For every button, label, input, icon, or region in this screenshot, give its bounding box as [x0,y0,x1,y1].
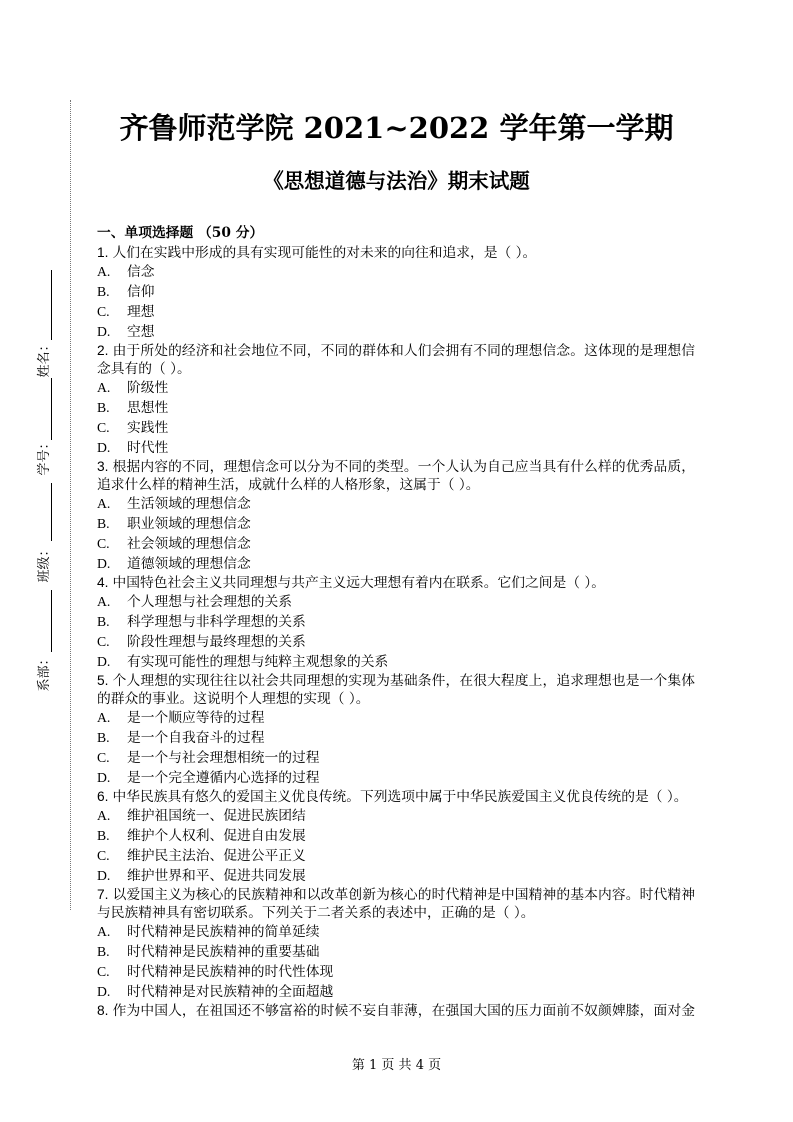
option-text: 信仰 [127,284,155,300]
option-letter: D. [97,440,111,455]
option-text: 阶级性 [127,380,169,396]
option-letter: B. [97,284,110,299]
question-text: 根据内容的不同，理想信念可以分为不同的类型。一个人认为自己应当具有什么样的优秀品质，追求什么样的精神生活，成就什么样的人格形象，这属于（ ）。 [97,459,695,493]
student-id-underline [51,378,52,440]
option-c [97,962,695,982]
question-number: 4. [97,575,109,590]
question-7-stem [97,886,695,922]
option-letter: B. [97,400,110,415]
class-underline [51,483,52,541]
question-1-stem [97,244,695,262]
option-a [97,806,695,826]
option-b [97,826,695,846]
question-number: 2. [97,343,109,358]
option-letter: D. [97,654,111,669]
question-list [97,244,695,1020]
option-text: 是一个完全遵循内心选择的过程 [127,770,320,786]
question-6-stem [97,788,695,806]
option-letter: A. [97,594,111,609]
option-letter: B. [97,516,110,531]
option-b [97,514,695,534]
option-text: 时代精神是对民族精神的全面超越 [127,984,334,1000]
question-2-stem [97,342,695,378]
question-number: 7. [97,887,109,902]
student-id-label: 学号： [37,436,52,476]
option-letter: D. [97,324,111,339]
option-letter: B. [97,944,110,959]
page-footer: 第 1 页 共 4 页 [351,1058,442,1073]
question-3-stem [97,458,695,494]
question-number: 1. [97,245,109,260]
question-text: 中国特色社会主义共同理想与共产主义远大理想有着内在联系。它们之间是（ ）。 [112,575,605,591]
option-text: 理想 [127,304,155,320]
option-text: 时代精神是民族精神的简单延续 [127,924,320,940]
exam-title: 齐鲁师范学院 2021~2022 学年第一学期 [119,111,674,145]
question-text: 以爱国主义为核心的民族精神和以改革创新为核心的时代精神是中国精神的基本内容。时代精神与民族精神具有密切联系。下列关于二者关系的表述中，正确的是（ ）。 [97,887,695,921]
department-underline [51,590,52,652]
option-text: 实践性 [127,420,169,436]
question-text: 由于所处的经济和社会地位不同，不同的群体和人们会拥有不同的理想信念。这体现的是理想信念具有的（ ）。 [97,343,695,377]
option-letter: D. [97,984,111,999]
option-b [97,942,695,962]
question-text: 个人理想的实现往往以社会共同理想的实现为基础条件，在很大程度上，追求理想也是一个集体的群众的事业。这说明个人理想的实现（ ）。 [97,673,695,707]
option-letter: D. [97,770,111,785]
option-d [97,322,695,342]
option-letter: A. [97,710,111,725]
option-letter: C. [97,304,110,319]
option-text: 空想 [127,324,155,340]
option-text: 是一个自我奋斗的过程 [127,730,265,746]
option-text: 维护民主法治、促进公平正义 [127,848,306,864]
question-number: 6. [97,789,109,804]
option-text: 维护世界和平、促进共同发展 [127,868,306,884]
option-text: 有实现可能性的理想与纯粹主观想象的关系 [127,654,389,670]
section-heading: 一、单项选择题 （50 分） [97,225,264,241]
option-letter: B. [97,614,110,629]
option-letter: B. [97,730,110,745]
option-b [97,282,695,302]
class-label: 班级： [37,543,52,583]
question-text: 作为中国人，在祖国还不够富裕的时候不妄自菲薄，在强国大国的压力面前不奴颜婢膝，面对金 [112,1003,695,1019]
option-letter: C. [97,750,110,765]
option-letter: C. [97,848,110,863]
option-a [97,378,695,398]
option-text: 社会领域的理想信念 [127,536,251,552]
option-d [97,866,695,886]
name-underline [51,270,52,340]
question-number: 8. [97,1003,109,1018]
option-letter: C. [97,964,110,979]
option-a [97,592,695,612]
question-number: 3. [97,459,109,474]
option-b [97,612,695,632]
option-d [97,768,695,788]
option-letter: B. [97,828,110,843]
option-text: 思想性 [127,400,169,416]
binding-dotted-line [70,100,71,910]
option-letter: A. [97,924,111,939]
option-d [97,554,695,574]
option-a [97,494,695,514]
option-text: 是一个顺应等待的过程 [127,710,265,726]
question-8-stem [97,1002,695,1020]
option-c [97,748,695,768]
option-c [97,846,695,866]
question-5-stem [97,672,695,708]
exam-subtitle: 《思想道德与法治》期末试题 [263,169,530,193]
option-text: 阶段性理想与最终理想的关系 [127,634,306,650]
question-number: 5. [97,673,109,688]
option-b [97,398,695,418]
option-letter: C. [97,634,110,649]
option-letter: C. [97,536,110,551]
option-d [97,982,695,1002]
option-text: 个人理想与社会理想的关系 [127,594,293,610]
option-text: 时代精神是民族精神的重要基础 [127,944,320,960]
option-letter: C. [97,420,110,435]
option-text: 维护个人权利、促进自由发展 [127,828,306,844]
option-letter: A. [97,264,111,279]
option-letter: A. [97,496,111,511]
option-text: 生活领域的理想信念 [127,496,251,512]
option-text: 时代精神是民族精神的时代性体现 [127,964,334,980]
option-d [97,438,695,458]
option-a [97,262,695,282]
option-text: 职业领域的理想信念 [127,516,251,532]
option-text: 道德领域的理想信念 [127,556,251,572]
option-letter: A. [97,808,111,823]
option-text: 信念 [127,264,155,280]
option-a [97,708,695,728]
option-c [97,534,695,554]
option-d [97,652,695,672]
option-c [97,302,695,322]
option-text: 科学理想与非科学理想的关系 [127,614,306,630]
option-letter: D. [97,556,111,571]
question-4-stem [97,574,695,592]
option-text: 维护祖国统一、促进民族团结 [127,808,306,824]
option-letter: A. [97,380,111,395]
option-a [97,922,695,942]
option-b [97,728,695,748]
option-c [97,632,695,652]
name-label: 姓名： [37,338,52,378]
department-label: 系部： [37,652,52,692]
question-text: 人们在实践中形成的具有实现可能性的对未来的向往和追求，是（ ）。 [112,245,537,261]
option-text: 时代性 [127,440,169,456]
question-text: 中华民族具有悠久的爱国主义优良传统。下列选项中属于中华民族爱国主义优良传统的是（ ）。 [112,789,688,805]
option-text: 是一个与社会理想相统一的过程 [127,750,320,766]
option-c [97,418,695,438]
option-letter: D. [97,868,111,883]
